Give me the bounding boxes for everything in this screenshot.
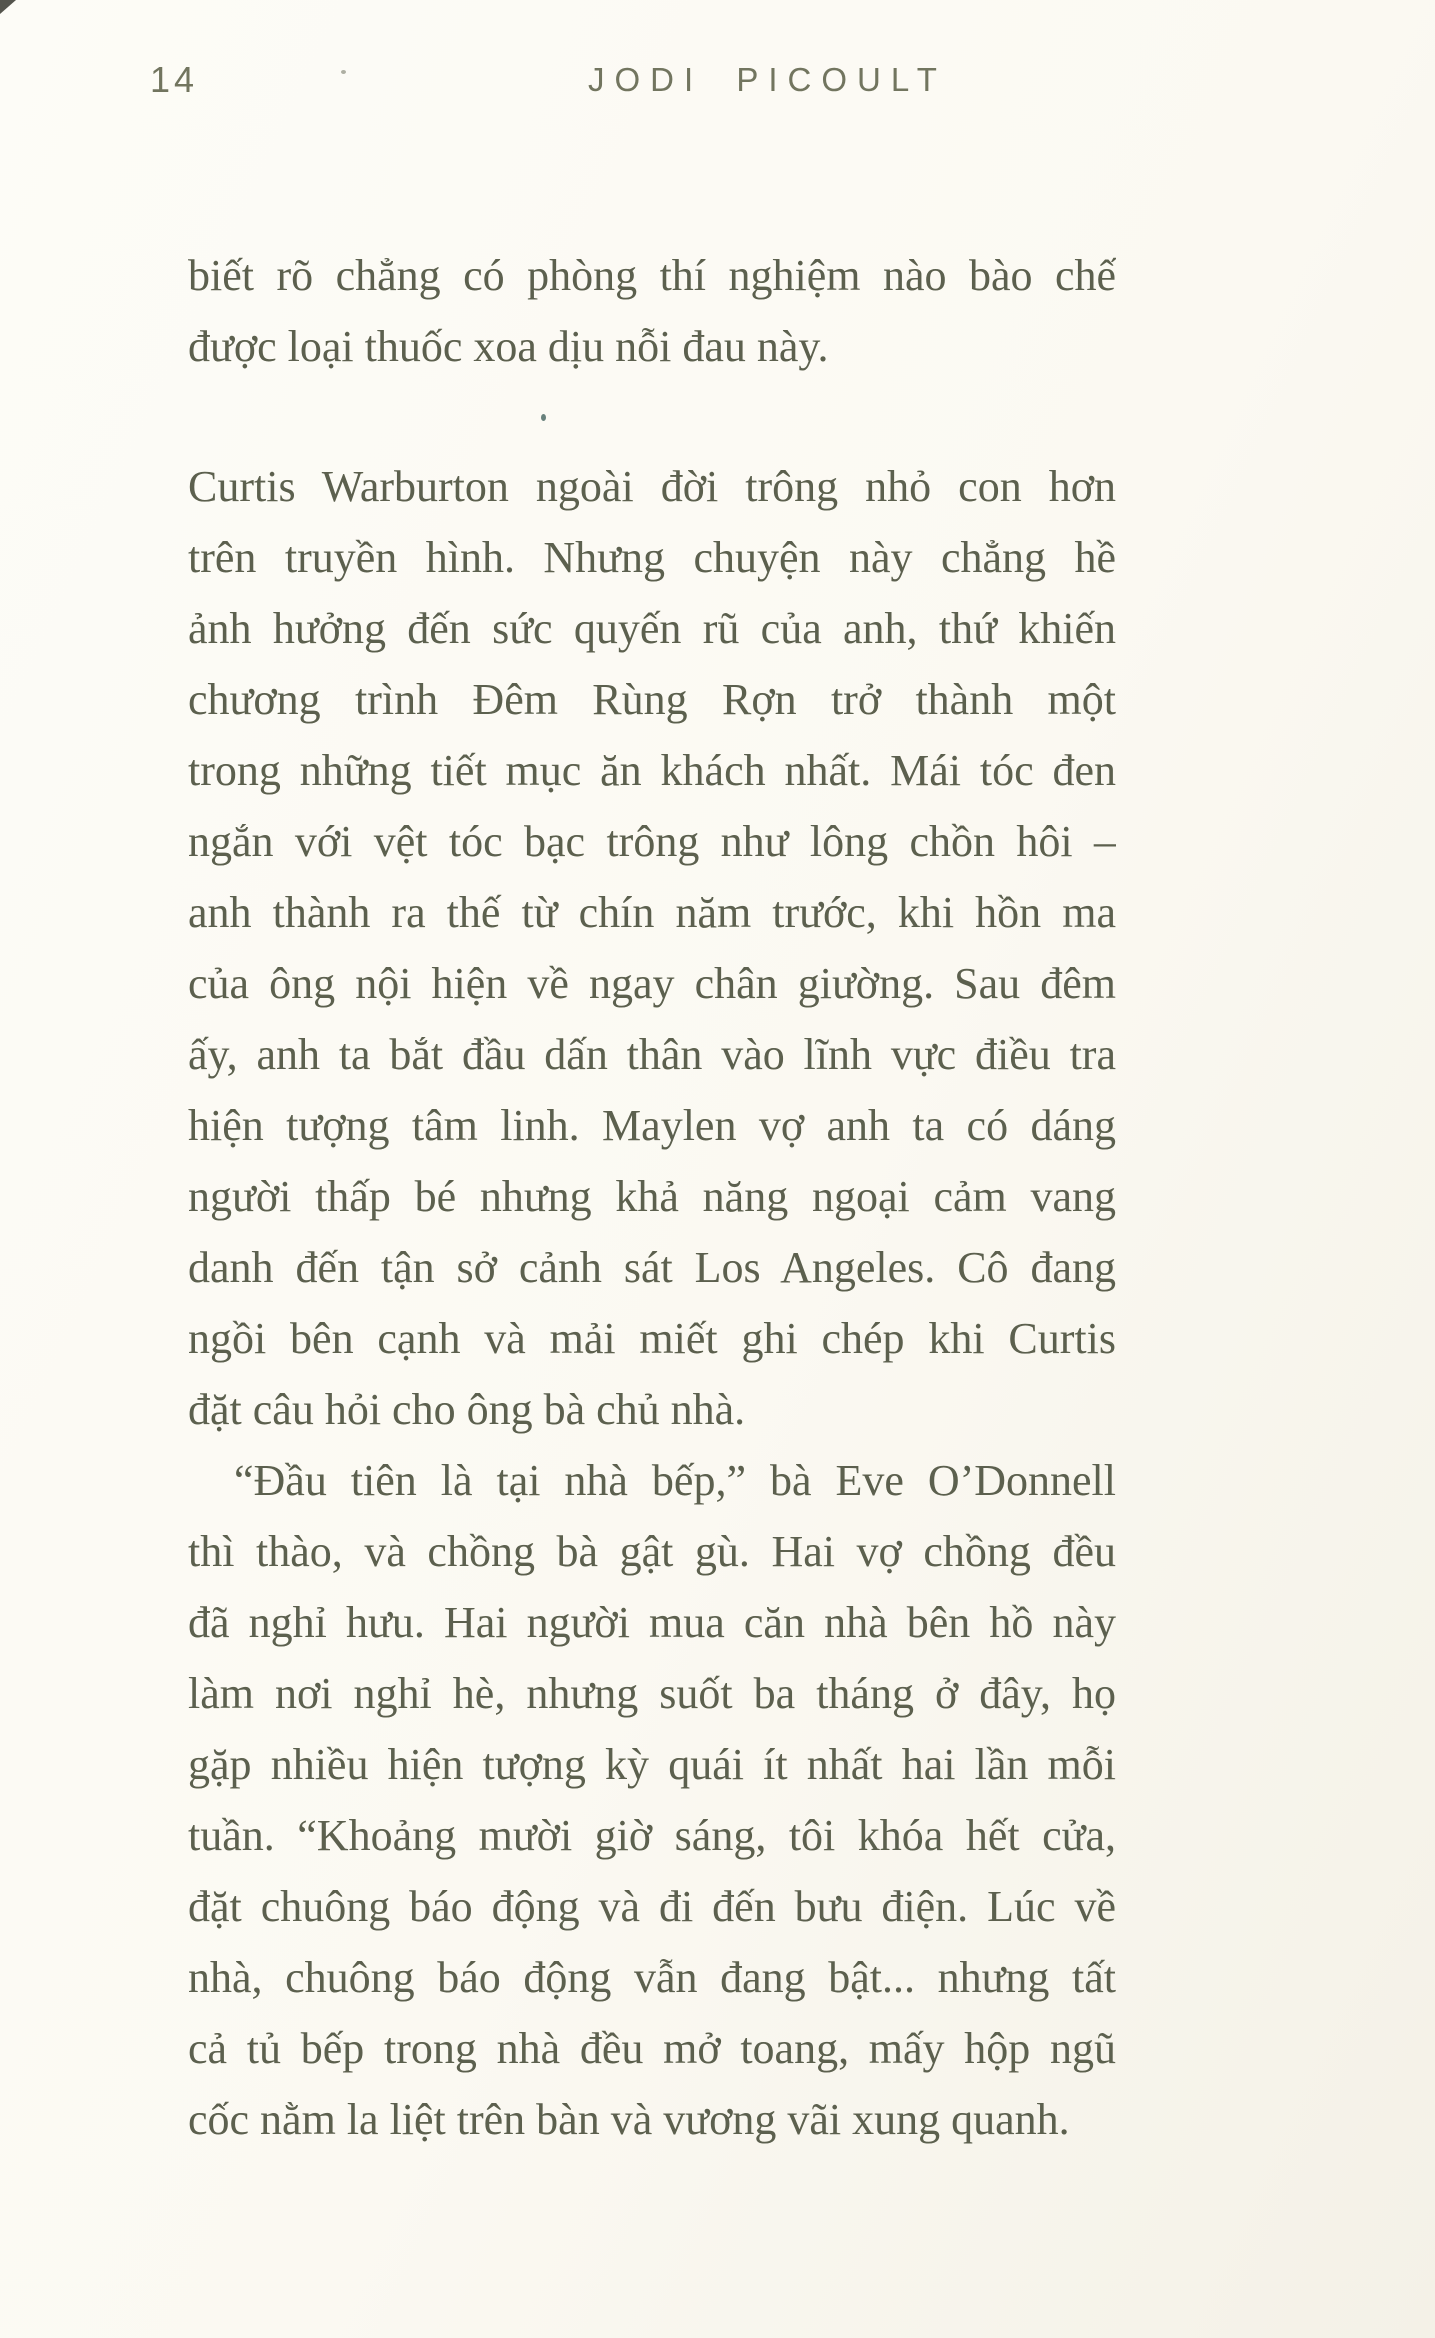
running-header bbox=[0, 57, 1435, 105]
text-line: thì thào, và chồng bà gật gù. Hai vợ chồng đều bbox=[188, 1527, 1116, 1576]
text-line: “Đầu tiên là tại nhà bếp,” bà Eve O’Donnell bbox=[234, 1456, 1116, 1505]
text-line: ngắn với vệt tóc bạc trông như lông chồn hôi – bbox=[188, 817, 1116, 866]
paragraph bbox=[188, 1445, 1116, 2155]
text-line: gặp nhiều hiện tượng kỳ quái ít nhất hai lần mỗi bbox=[188, 1740, 1116, 1789]
page-number: 14 bbox=[150, 59, 199, 100]
text-line: danh đến tận sở cảnh sát Los Angeles. Cô đang bbox=[188, 1243, 1116, 1292]
text-line: làm nơi nghỉ hè, nhưng suốt ba tháng ở đây, họ bbox=[188, 1669, 1116, 1718]
text-line: của ông nội hiện về ngay chân giường. Sau đêm bbox=[188, 959, 1116, 1008]
text-line: trong những tiết mục ăn khách nhất. Mái tóc đen bbox=[188, 746, 1116, 795]
scan-corner-artifact bbox=[0, 0, 16, 14]
paragraph bbox=[188, 240, 1116, 382]
page-body-text bbox=[188, 240, 1116, 2155]
text-line: đã nghỉ hưu. Hai người mua căn nhà bên hồ này bbox=[188, 1598, 1116, 1647]
text-line: cốc nằm la liệt trên bàn và vương vãi xung quanh. bbox=[188, 2095, 1070, 2144]
text-line: hiện tượng tâm linh. Maylen vợ anh ta có dáng bbox=[188, 1101, 1116, 1150]
text-line: anh thành ra thế từ chín năm trước, khi hồn ma bbox=[188, 888, 1116, 937]
text-line: tuần. “Khoảng mười giờ sáng, tôi khóa hết cửa, bbox=[188, 1811, 1116, 1860]
text-line: đặt chuông báo động và đi đến bưu điện. Lúc về bbox=[188, 1882, 1116, 1931]
text-line: cả tủ bếp trong nhà đều mở toang, mấy hộp ngũ bbox=[188, 2024, 1116, 2073]
running-header-author: JODI PICOULT bbox=[588, 61, 947, 98]
text-line: đặt câu hỏi cho ông bà chủ nhà. bbox=[188, 1385, 746, 1434]
text-line: biết rõ chẳng có phòng thí nghiệm nào bào chế bbox=[188, 251, 1116, 300]
text-line: người thấp bé nhưng khả năng ngoại cảm vang bbox=[188, 1172, 1116, 1221]
text-line: chương trình Đêm Rùng Rợn trở thành một bbox=[188, 675, 1116, 724]
text-line: nhà, chuông báo động vẫn đang bật... nhưng tất bbox=[188, 1953, 1116, 2002]
paragraph bbox=[188, 451, 1116, 1445]
text-line: ấy, anh ta bắt đầu dấn thân vào lĩnh vực điều tra bbox=[188, 1030, 1116, 1079]
text-line: ảnh hưởng đến sức quyến rũ của anh, thứ khiến bbox=[188, 604, 1116, 653]
text-line: Curtis Warburton ngoài đời trông nhỏ con hơn bbox=[188, 462, 1116, 511]
text-line: ngồi bên cạnh và mải miết ghi chép khi Curtis bbox=[188, 1314, 1116, 1363]
text-line: được loại thuốc xoa dịu nỗi đau này. bbox=[188, 322, 829, 371]
text-line: trên truyền hình. Nhưng chuyện này chẳng hề bbox=[188, 533, 1116, 582]
